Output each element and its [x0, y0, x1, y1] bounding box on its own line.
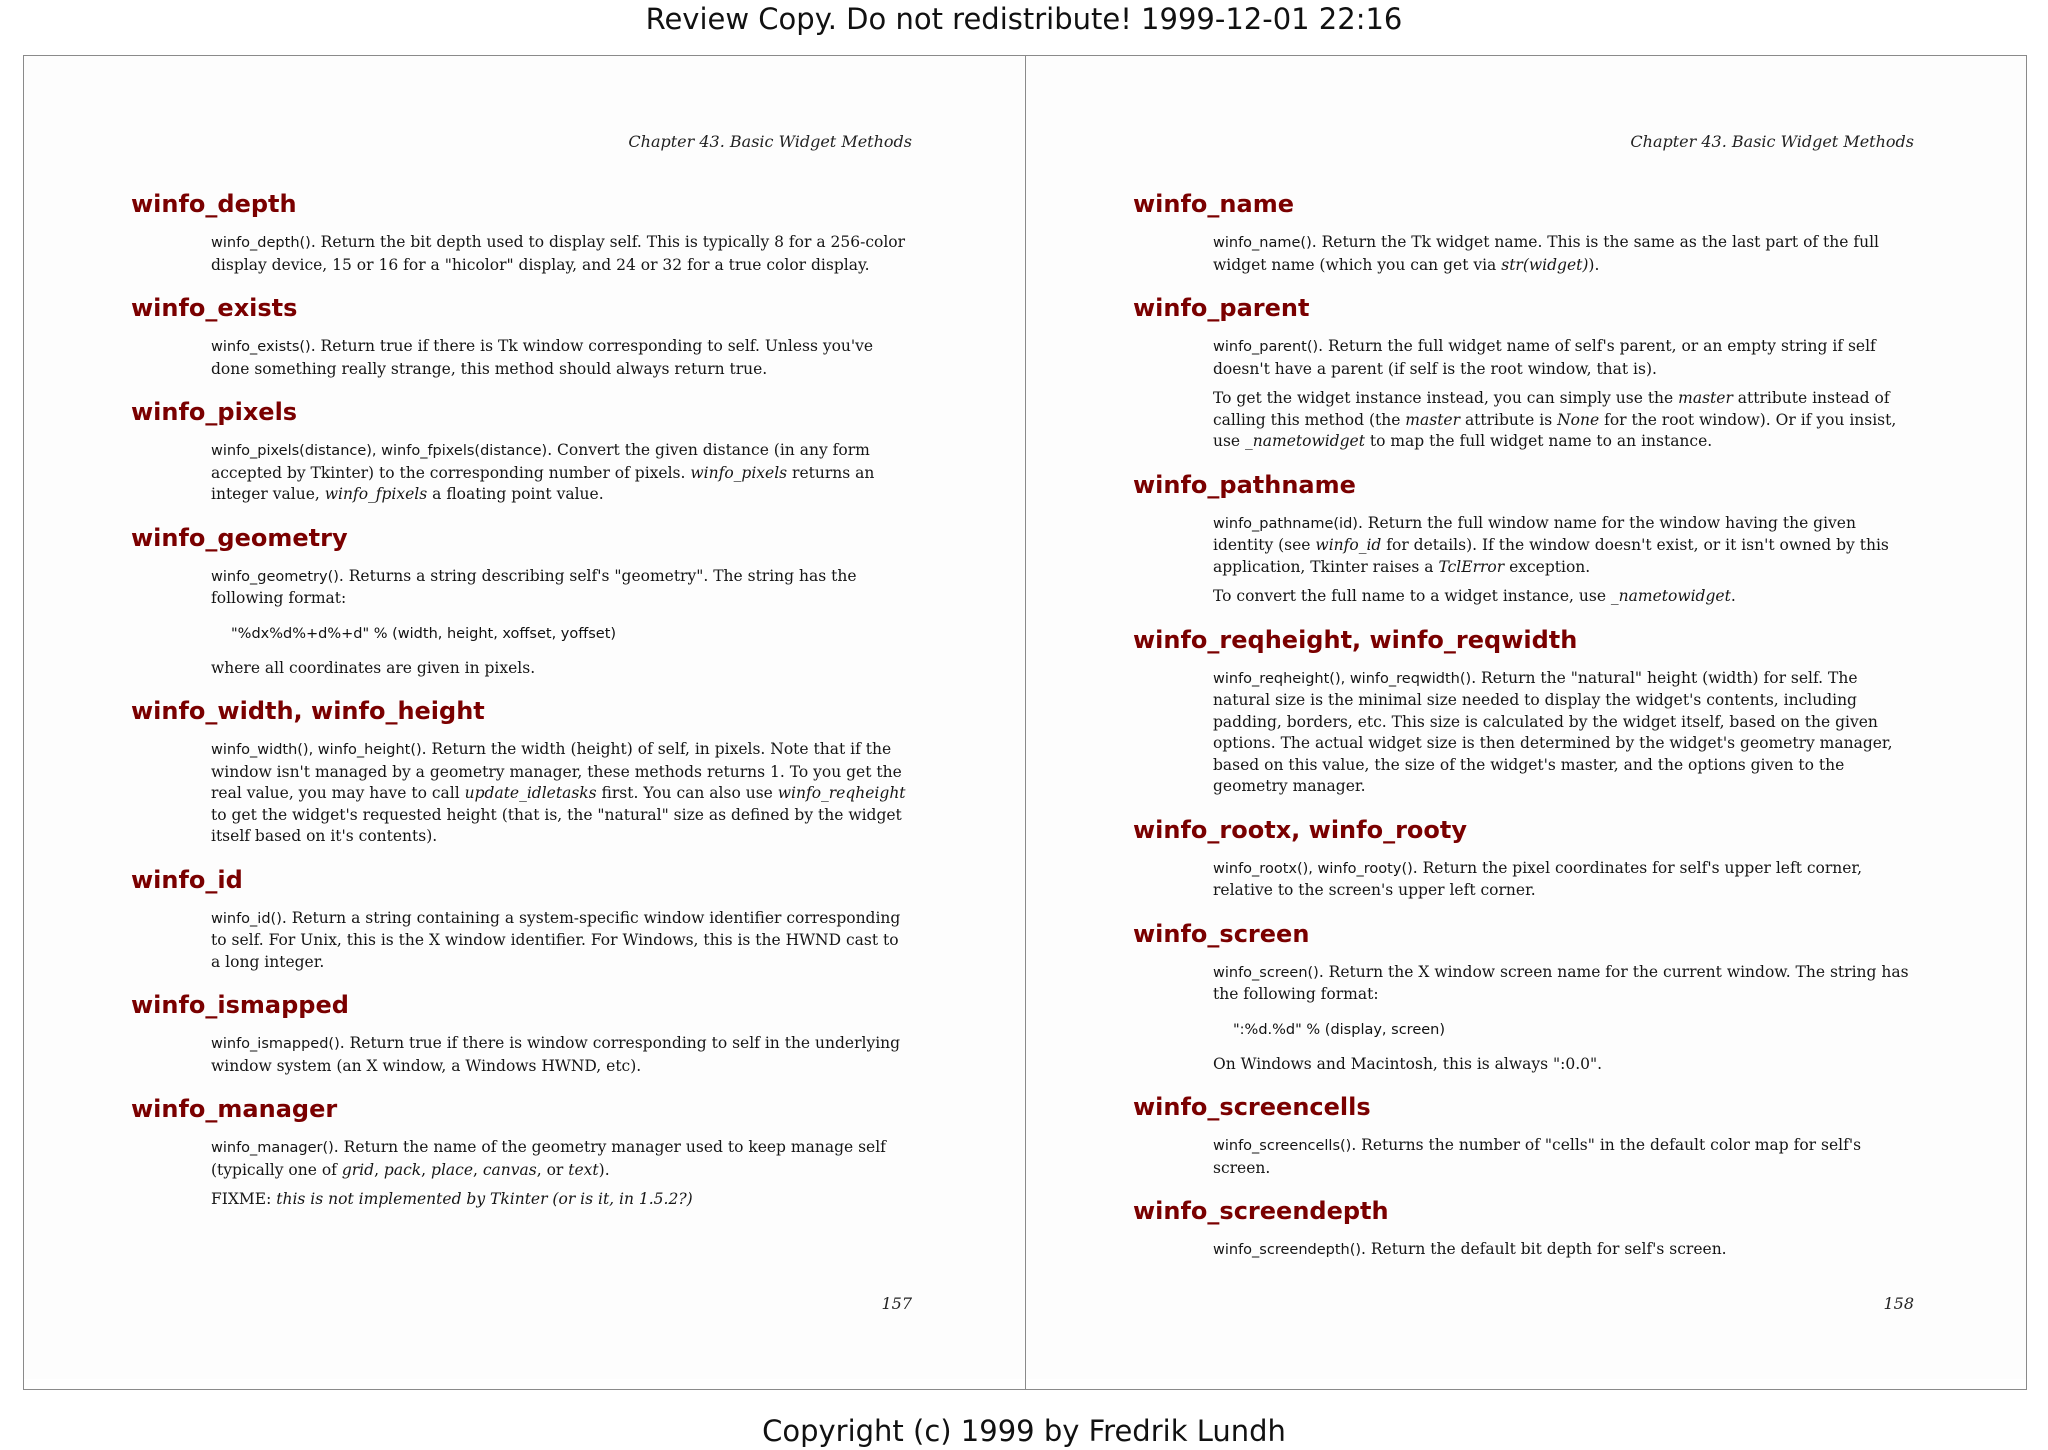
right-page-content [1133, 188, 1913, 1278]
copyright-banner: Copyright (c) 1999 by Fredrik Lundh [762, 1414, 1286, 1448]
section-paragraph [1213, 388, 1913, 453]
section-paragraph [1213, 232, 1913, 276]
paragraph-text: . Convert the given distance (in any form accepted by Tkinter) to the corresponding number of pixels. [211, 441, 870, 482]
emphasis: winfo_pixels [690, 463, 788, 482]
paragraph-text: . Return the default bit depth for self's screen. [1361, 1240, 1727, 1258]
paragraph-text: ). [1588, 255, 1600, 274]
emphasis: master [1678, 389, 1733, 407]
left-page [24, 56, 1024, 1389]
section-winfo-reqheight-reqwidth [1133, 624, 1913, 798]
paragraph-text: . Returns a string describing self's "geometry". The string has the following format: [211, 566, 857, 607]
emphasis: winfo_id [1315, 536, 1382, 554]
emphasis: str(widget) [1501, 255, 1589, 274]
method-signature: winfo_parent() [1213, 339, 1319, 355]
section-paragraph [1213, 962, 1913, 1006]
section-winfo-geometry [131, 522, 911, 680]
section-paragraph [211, 566, 911, 610]
method-signature: winfo_screen() [1213, 964, 1319, 981]
paragraph-text: returns an integer value, [211, 463, 875, 503]
section-paragraph [211, 1137, 911, 1181]
emphasis: update_idletasks [464, 784, 597, 802]
section-paragraph [1213, 668, 1913, 798]
emphasis: text [568, 1160, 599, 1179]
paragraph-text: . Return true if there is Tk window corresponding to self. Unless you've done something really strange, this method should always return true. [211, 337, 874, 378]
paragraph-text: first. You can also use [596, 784, 778, 802]
paragraph-text: to get the widget's requested height (that is, the "natural" size as defined by the widget itself based on it's contents). [211, 805, 902, 845]
paragraph-text: . Return a string containing a system-specific window identifier corresponding to self. For Unix, this is the X window identifier. For Windows, this is the HWND cast to a long integer. [211, 908, 901, 971]
paragraph-text: . Return the pixel coordinates for self's upper left corner, relative to the screen's upper left corner. [1213, 858, 1863, 899]
method-signature: winfo_name() [1213, 235, 1312, 251]
paragraph-text: . Return the "natural" height (width) for self. The natural size is the minimal size needed to display the widget's contents, including padding, borders, etc. This size is calculated by the widget itself, based on the given options. The actual widget size is then determined by the widget's geometry manager, based on this value, the size of the widget's master, and the options given to the geometry manager. [1213, 668, 1893, 795]
emphasis: TclError [1438, 557, 1505, 576]
paragraph-text: . Return the X window screen name for the current window. The string has the following format: [1213, 962, 1909, 1003]
separator: , or [536, 1160, 569, 1179]
section-paragraph [211, 336, 911, 380]
emphasis: pack [383, 1160, 422, 1179]
paragraph-text: attribute instead of calling this method (the [1213, 389, 1890, 429]
chapter-header: Chapter 43. Basic Widget Methods [628, 132, 912, 151]
method-signature: winfo_screencells() [1213, 1138, 1352, 1154]
section-paragraph [1213, 1239, 1913, 1262]
method-signature: winfo_reqheight(), winfo_reqwidth() [1213, 670, 1472, 687]
code-example: "%dx%d%+d%+d" % (width, height, xoffset, yoffset) [231, 625, 617, 642]
paragraph-text: attribute is [1460, 410, 1558, 429]
section-winfo-rootx-rooty [1133, 814, 1913, 902]
paragraph-text: . Return the width (height) of self, in pixels. Note that if the window isn't managed by a geometry manager, these methods returns 1. To you get the real value, you may have to call [211, 740, 902, 802]
paragraph-text: . Return the full widget name of self's parent, or an empty string if self doesn't have a parent (if self is the root window, that is). [1213, 337, 1876, 378]
separator: , [374, 1160, 384, 1179]
paragraph-text: . Returns the number of "cells" in the default color map for self's screen. [1213, 1136, 1862, 1177]
method-signature: winfo_geometry() [211, 568, 339, 585]
fixme-label: FIXME: [211, 1190, 277, 1208]
section-paragraph [211, 1033, 911, 1077]
section-paragraph [211, 232, 911, 276]
section-title: winfo_geometry [131, 523, 348, 552]
section-title: winfo_parent [1133, 294, 1310, 322]
section-winfo-id [131, 864, 911, 974]
section-title: winfo_screen [1133, 919, 1310, 948]
separator: , [473, 1160, 483, 1179]
emphasis: place [431, 1160, 474, 1179]
right-page [1026, 56, 2026, 1389]
fixme-text: this is not implemented by Tkinter (or is it, in 1.5.2?) [276, 1190, 693, 1208]
section-winfo-pixels [131, 396, 911, 506]
method-signature: winfo_rootx(), winfo_rooty() [1213, 860, 1413, 877]
method-signature: winfo_width(), winfo_height() [211, 742, 422, 758]
section-winfo-name [1133, 188, 1913, 276]
paragraph-text: . Return the name of the geometry manager used to keep manage self (typically one of [211, 1138, 886, 1179]
section-title: winfo_screencells [1133, 1093, 1371, 1121]
section-paragraph [1213, 336, 1913, 380]
method-signature: winfo_depth() [211, 235, 311, 251]
method-signature: winfo_screendepth() [1213, 1242, 1362, 1258]
emphasis: canvas [482, 1160, 537, 1179]
section-title: winfo_pixels [131, 398, 298, 426]
section-paragraph [211, 908, 911, 974]
paragraph-text: . Return the Tk widget name. This is the same as the last part of the full widget name (which you can get via [1213, 233, 1880, 274]
section-winfo-ismapped [131, 989, 911, 1077]
section-winfo-pathname [1133, 469, 1913, 608]
paragraph-text: . Return the bit depth used to display self. This is typically 8 for a 256-color display device, 15 or 16 for a "hicolor" display, and 24 or 32 for a true color display. [211, 233, 906, 274]
paragraph-text: To convert the full name to a widget instance, use [1213, 587, 1611, 605]
section-winfo-width-height [131, 695, 911, 848]
emphasis: _nametowidget [1610, 587, 1731, 605]
section-title: winfo_manager [131, 1095, 338, 1123]
section-winfo-screendepth [1133, 1195, 1913, 1262]
paragraph-text: for the root window). Or if you insist, use [1213, 410, 1897, 450]
fixme-note [211, 1189, 911, 1211]
separator: , [421, 1160, 432, 1179]
section-paragraph [211, 440, 911, 506]
page-number: 157 [881, 1294, 912, 1313]
paragraph-text: ). [598, 1160, 610, 1179]
emphasis: None [1557, 410, 1600, 429]
section-paragraph: where all coordinates are given in pixels. [211, 658, 536, 677]
section-paragraph [1213, 513, 1913, 579]
section-winfo-depth [131, 188, 911, 276]
section-title: winfo_rootx, winfo_rooty [1133, 815, 1467, 844]
section-winfo-parent [1133, 292, 1913, 453]
review-copy-banner: Review Copy. Do not redistribute! 1999-12-01 22:16 [645, 2, 1403, 36]
method-signature: winfo_pathname(id) [1213, 515, 1358, 532]
paragraph-text: . [1730, 587, 1736, 605]
method-signature: winfo_manager() [211, 1140, 334, 1156]
emphasis: winfo_fpixels [324, 485, 428, 503]
section-title: winfo_exists [131, 294, 298, 322]
section-title: winfo_screendepth [1133, 1197, 1389, 1225]
section-paragraph [1213, 586, 1913, 608]
section-title: winfo_reqheight, winfo_reqwidth [1133, 625, 1578, 654]
method-signature: winfo_ismapped() [211, 1036, 340, 1052]
section-paragraph [1213, 1135, 1913, 1179]
emphasis: master [1405, 410, 1461, 429]
section-title: winfo_width, winfo_height [131, 697, 485, 725]
paragraph-text: a floating point value. [427, 485, 604, 503]
section-title: winfo_pathname [1133, 470, 1356, 499]
paragraph-text: To get the widget instance instead, you can simply use the [1213, 389, 1679, 407]
section-winfo-manager [131, 1093, 911, 1211]
paragraph-text: to map the full widget name to an instance. [1364, 432, 1713, 450]
method-signature: winfo_pixels(distance), winfo_fpixels(distance) [211, 443, 548, 459]
emphasis: grid [341, 1160, 375, 1179]
section-winfo-screen [1133, 918, 1913, 1076]
left-page-content [131, 188, 911, 1227]
page-number: 158 [1883, 1294, 1914, 1313]
section-title: winfo_id [131, 865, 243, 894]
section-winfo-exists [131, 292, 911, 380]
section-title: winfo_depth [131, 190, 297, 218]
paragraph-text: exception. [1504, 557, 1591, 576]
section-paragraph [211, 739, 911, 848]
section-paragraph [1213, 858, 1913, 902]
paragraph-text: . Return true if there is window corresponding to self in the underlying window system (an X window, a Windows HWND, etc). [211, 1034, 901, 1075]
emphasis: winfo_reqheight [777, 784, 906, 802]
method-signature: winfo_id() [211, 910, 282, 927]
code-example: ":%d.%d" % (display, screen) [1233, 1021, 1446, 1038]
section-winfo-screencells [1133, 1091, 1913, 1179]
method-signature: winfo_exists() [211, 339, 311, 355]
section-title: winfo_ismapped [131, 991, 349, 1019]
paragraph-text: . Return the full window name for the window having the given identity (see [1213, 513, 1856, 554]
section-paragraph: On Windows and Macintosh, this is always ":0.0". [1213, 1054, 1603, 1073]
paragraph-text: for details). If the window doesn't exist, or it isn't owned by this application, Tkinter raises a [1213, 536, 1889, 576]
emphasis: _nametowidget [1245, 432, 1365, 450]
chapter-header: Chapter 43. Basic Widget Methods [1630, 132, 1914, 151]
section-title: winfo_name [1133, 190, 1294, 218]
